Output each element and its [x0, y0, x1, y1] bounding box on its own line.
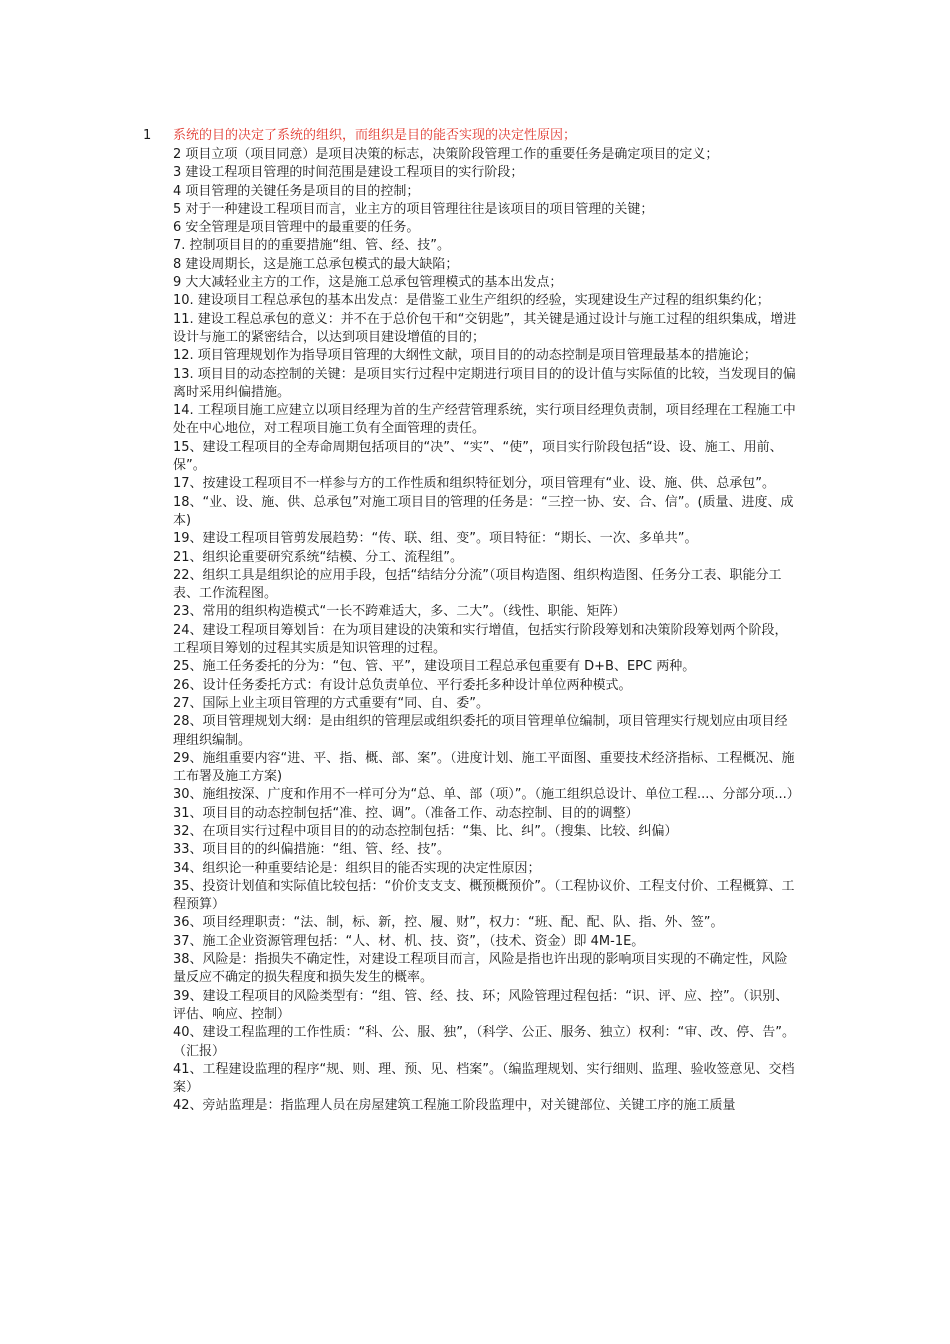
list-item: 27、国际上业主项目管理的方式重要有“同、自、委”。	[173, 695, 490, 711]
list-item: 9 大大减轻业主方的工作，这是施工总承包管理模式的基本出发点；	[173, 275, 563, 291]
list-item: 39、建设工程项目的风险类型有：“组、管、经、技、环；风险管理过程包括：“识、评、应、控”。（识别、评估、响应、控制）	[173, 988, 789, 1022]
list-item: 12. 项目管理规划作为指导项目管理的大纲性文献，项目目的的动态控制是项目管理最基本的措施论；	[173, 348, 757, 364]
highlighted-item-text: 系统的目的决定了系统的组织，而组织是目的能否实现的决定性原因；	[173, 128, 577, 143]
list-item: 5 对于一种建设工程项目而言，业主方的项目管理往往是该项目的项目管理的关键；	[173, 201, 654, 217]
list-item: 10. 建设项目工程总承包的基本出发点：是借鉴工业生产组织的经验，实现建设生产过程的组织集约化；	[173, 293, 770, 309]
list-item: 15、建设工程项目的全寿命周期包括项目的“决”、“实”、“使”，项目实行阶段包括“设、设、施工、用前、保”。	[173, 439, 783, 474]
list-item: 2 项目立项（项目同意）是项目决策的标志，决策阶段管理工作的重要任务是确定项目的定义；	[173, 147, 719, 162]
list-item: 33、项目目的的纠偏措施：“组、管、经、技”。	[173, 842, 451, 858]
numbered-list	[173, 146, 798, 1116]
list-item: 18、“业、设、施、供、总承包”对施工项目目的管理的任务是：“三控一协、安、合、信”。(质量、进度、成本)	[173, 494, 794, 528]
list-item: 14. 工程项目施工应建立以项目经理为首的生产经营管理系统，实行项目经理负责制，项目经理在工程施工中处在中心地位，对工程项目施工负有全面管理的责任。	[173, 403, 796, 437]
list-item: 21、组织论重要研究系统“结模、分工、流程组”。	[173, 549, 464, 565]
list-item: 36、项目经理职责：“法、制，标、新，控、履、财”，权力：“班、配、配、队、指、外、签”。	[173, 915, 724, 931]
list-item: 8 建设周期长，这是施工总承包模式的最大缺陷；	[173, 256, 459, 272]
list-item: 22、组织工具是组织论的应用手段，包括“结结分分流”（项目构造图、组织构造图、任务分工表、职能分工表、工作流程图。	[173, 567, 782, 602]
list-item: 42、旁站监理是：指监理人员在房屋建筑工程施工阶段监理中，对关键部位、关键工序的施工质量	[173, 1098, 736, 1114]
list-item: 23、常用的组织构造模式“一长不跨难适大，多、二大”。（线性、职能、矩阵）	[173, 604, 626, 620]
list-item: 30、施组按深、广度和作用不一样可分为“总、单、部（项）”。（施工组织总设计、单位工程...、分部分项...）	[173, 787, 800, 803]
list-item: 24、建设工程项目筹划旨：在为项目建设的决策和实行增值，包括实行阶段筹划和决策阶段筹划两个阶段，工程项目筹划的过程其实质是知识管理的过程。	[173, 622, 788, 657]
list-item: 34、组织论一种重要结论是：组织目的能否实现的决定性原因；	[173, 860, 541, 876]
list-item: 7. 控制项目目的的重要措施“组、管、经、技”。	[173, 238, 451, 254]
list-item: 13. 项目目的动态控制的关键：是项目实行过程中定期进行项目目的的设计值与实际值的比较，当发现目的偏离时采用纠偏措施。	[173, 366, 796, 400]
list-item: 41、工程建设监理的程序“规、则、理、预、见、档案”。（编监理规划、实行细则、监理、验收签意见、交档案）	[173, 1061, 795, 1096]
list-item: 4 项目管理的关键任务是项目的目的控制；	[173, 183, 420, 199]
list-item: 37、施工企业资源管理包括：“人、材、机、技、资”，（技术、资金）即 4M-1E。	[173, 933, 645, 949]
list-item: 25、施工任务委托的分为：“包、管、平”，建设项目工程总承包重要有 D+B、EPC 两种。	[173, 659, 696, 675]
list-item: 26、设计任务委托方式：有设计总负责单位、平行委托多种设计单位两种模式。	[173, 677, 632, 693]
list-item: 29、施组重要内容“进、平、指、概、部、案”。（进度计划、施工平面图、重要技术经济指标、工程概况、施工布署及施工方案)	[173, 750, 795, 785]
list-item: 40、建设工程监理的工作性质：“科、公、服、独”，（科学、公正、服务、独立）权利：“审、改、停、告”。（汇报）	[173, 1025, 795, 1059]
list-item: 6 安全管理是项目管理中的最重要的任务。	[173, 220, 420, 236]
list-item: 3 建设工程项目管理的时间范围是建设工程项目的实行阶段；	[173, 165, 524, 181]
list-item: 19、建设工程项目管剪发展趋势：“传、联、组、变”。项目特征：“期长、一次、多单共”。	[173, 531, 698, 547]
item-number: 1	[143, 128, 152, 143]
list-item: 31、项目目的动态控制包括“准、控、调”。（准备工作、动态控制、目的的调整）	[173, 805, 639, 821]
list-item: 35、投资计划值和实际值比较包括：“价价支支支、概预概预价”。（工程协议价、工程支付价、工程概算、工程预算）	[173, 878, 795, 913]
list-item: 38、风险是：指损失不确定性，对建设工程项目而言，风险是指也许出现的影响项目实现的不确定性，风险量反应不确定的损失程度和损失发生的概率。	[173, 952, 788, 986]
list-item: 17、按建设工程项目不一样参与方的工作性质和组织特征划分，项目管理有“业、设、施、供、总承包”。	[173, 476, 776, 492]
list-item: 11. 建设工程总承包的意义：并不在于总价包干和“交钥匙”，其关键是通过设计与施工过程的组织集成，增进设计与施工的紧密结合，以达到项目建设增值的目的；	[173, 311, 797, 345]
list-item: 28、项目管理规划大纲：是由组织的管理层或组织委托的项目管理单位编制，项目管理实行规划应由项目经理组织编制。	[173, 714, 788, 748]
list-item-first	[143, 127, 803, 145]
list-item: 32、在项目实行过程中项目目的的动态控制包括：“集、比、纠”。（搜集、比较、纠偏）	[173, 823, 678, 839]
